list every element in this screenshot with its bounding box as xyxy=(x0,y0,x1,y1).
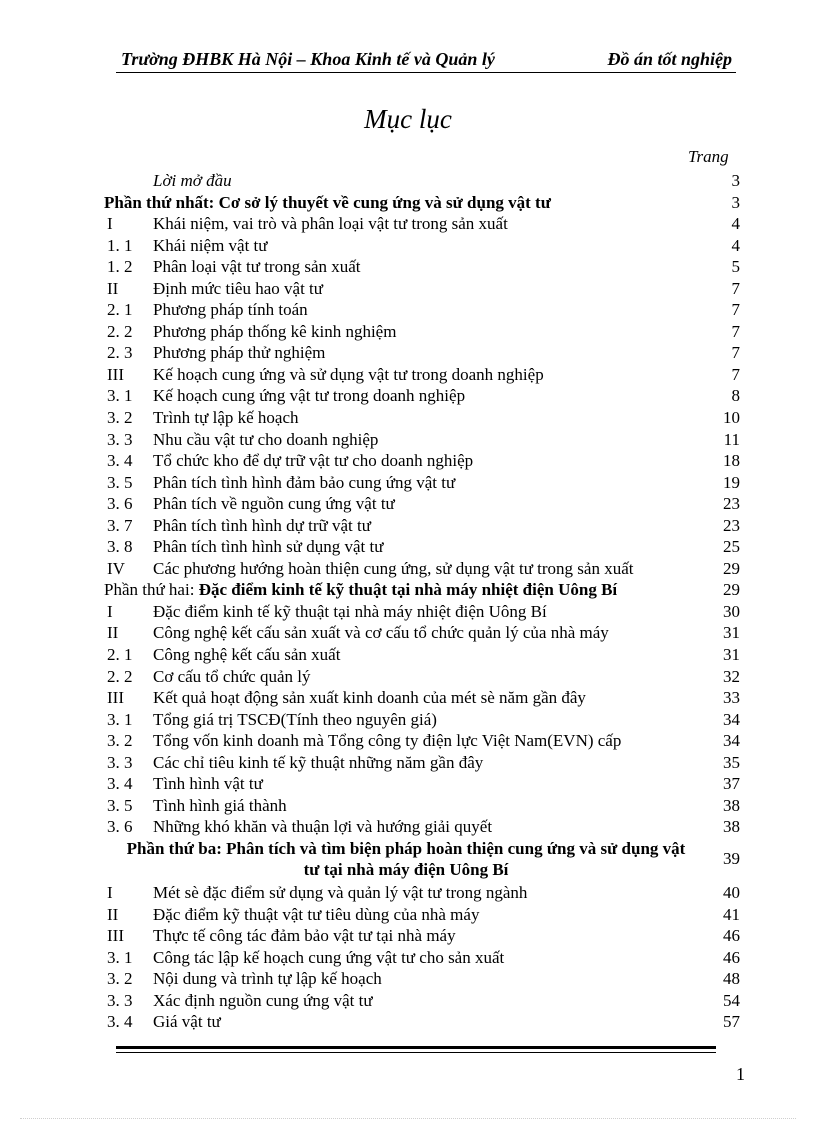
toc-entry-number: 3. 7 xyxy=(107,515,133,535)
toc-entry-title: Phân tích tình hình sử dụng vật tư xyxy=(153,537,384,557)
toc-entry xyxy=(104,450,740,472)
toc-entry-number: 3. 1 xyxy=(107,709,133,729)
toc-entry-page: 37 xyxy=(723,774,740,794)
toc-entry-title: Phân loại vật tư trong sản xuất xyxy=(153,257,361,277)
toc-entry xyxy=(104,601,740,623)
toc-entry-title: Công tác lập kế hoạch cung ứng vật tư cho sản xuất xyxy=(153,947,505,967)
toc-entry-page: 4 xyxy=(731,235,740,255)
toc-entry xyxy=(104,666,740,688)
toc-entry-title: Các phương hướng hoàn thiện cung ứng, sử dụng vật tư trong sản xuất xyxy=(153,558,634,578)
toc-entry xyxy=(104,364,740,386)
toc-entry xyxy=(104,579,740,601)
toc-entry-title: Nội dung và trình tự lập kế hoạch xyxy=(153,969,382,989)
toc-entry-title: Kế hoạch cung ứng vật tư trong doanh nghiệp xyxy=(153,386,466,406)
toc-entry-page: 11 xyxy=(723,429,740,449)
toc-entry xyxy=(104,321,740,343)
toc-entry xyxy=(104,709,740,731)
toc-entry xyxy=(104,990,740,1012)
toc-entry xyxy=(104,795,740,817)
toc-entry-title: Tình hình giá thành xyxy=(153,795,287,815)
toc-entry-title: Cơ cấu tổ chức quản lý xyxy=(153,666,311,686)
toc-entry xyxy=(104,515,740,537)
toc-entry-page: 48 xyxy=(723,969,740,989)
toc-entry-title: Tình hình vật tư xyxy=(153,774,263,794)
page-title: Mục lục xyxy=(364,104,452,134)
toc-entry-title: Xác định nguồn cung ứng vật tư xyxy=(153,990,373,1010)
toc-entry-page: 23 xyxy=(723,494,740,514)
toc-entry-page: 3 xyxy=(731,171,740,190)
toc-entry xyxy=(104,968,740,990)
toc-entry-page: 23 xyxy=(723,515,740,535)
toc-entry-page: 3 xyxy=(731,192,740,212)
page-edge xyxy=(20,1118,796,1119)
toc-entry-page: 7 xyxy=(731,343,740,363)
toc-entry xyxy=(104,752,740,774)
toc-entry-number: 3. 1 xyxy=(107,947,133,967)
page-column-label: Trang xyxy=(688,147,729,166)
toc-entry-page: 57 xyxy=(723,1012,740,1032)
toc-entry-page: 54 xyxy=(723,990,740,1010)
toc-entry-number: 3. 4 xyxy=(107,1012,133,1032)
toc-entry-number: 3. 4 xyxy=(107,774,133,794)
toc-entry-number: 1. 2 xyxy=(107,257,133,277)
toc-entry xyxy=(104,256,740,278)
toc-entry-title: Phân tích về nguồn cung ứng vật tư xyxy=(153,494,395,514)
footer-rule-thin xyxy=(116,1052,716,1053)
toc-entry-page: 7 xyxy=(731,364,740,384)
toc-entry xyxy=(104,882,740,904)
toc-entry xyxy=(104,342,740,364)
toc-entry xyxy=(104,429,740,451)
toc-entry xyxy=(104,947,740,969)
toc-entry-number: III xyxy=(107,926,124,946)
toc-entry-title: Thực tế công tác đảm bảo vật tư tại nhà máy xyxy=(153,926,456,946)
toc-entry-title: Phân tích tình hình đảm bảo cung ứng vật tư xyxy=(153,472,456,492)
toc-entry xyxy=(104,730,740,752)
toc-entry xyxy=(104,904,740,926)
toc-entry-number: II xyxy=(107,278,119,298)
toc-entry-title: Khái niệm, vai trò và phân loại vật tư trong sản xuất xyxy=(153,214,508,234)
toc-entry xyxy=(104,687,740,709)
toc-entry-title: Định mức tiêu hao vật tư xyxy=(153,278,323,298)
toc-entry-number: 2. 2 xyxy=(107,321,133,341)
page-number: 1 xyxy=(736,1064,745,1084)
toc-entry-title: Tổng giá trị TSCĐ(Tính theo nguyên giá) xyxy=(153,709,437,729)
toc-entry-title: Những khó khăn và thuận lợi và hướng giải quyết xyxy=(153,817,493,837)
toc-entry-page: 34 xyxy=(723,709,740,729)
toc-entry xyxy=(104,622,740,644)
toc-entry xyxy=(104,235,740,257)
toc-entry-page: 31 xyxy=(723,645,740,665)
toc-entry-page: 18 xyxy=(723,451,740,471)
toc-entry-title: Trình tự lập kế hoạch xyxy=(153,408,299,428)
footer-rule xyxy=(116,1046,716,1049)
toc-entry-title: Đặc điểm kinh tế kỹ thuật tại nhà máy nhiệt điện Uông Bí xyxy=(153,601,547,621)
toc-entry-page: 19 xyxy=(723,472,740,492)
toc-entry xyxy=(104,170,740,192)
toc-entry-page: 46 xyxy=(723,926,740,946)
toc-entry-title: Phần thứ ba: Phân tích và tìm biện pháp hoàn thiện cung ứng và sử dụng vật tư tại nhà máy điện Uông Bí xyxy=(126,838,686,879)
toc-entry-title: Khái niệm vật tư xyxy=(153,235,268,255)
header-school: Trường ĐHBK Hà Nội – Khoa Kinh tế và Quản lý xyxy=(121,49,495,69)
toc-entry-page: 40 xyxy=(723,882,740,902)
toc-entry xyxy=(104,838,740,882)
toc-entry-number: 3. 2 xyxy=(107,969,133,989)
toc-entry xyxy=(104,385,740,407)
toc-entry xyxy=(104,493,740,515)
toc-entry-title: Kết quả hoạt động sản xuất kinh doanh của mét sè năm gần đây xyxy=(153,688,586,708)
toc-entry-page: 38 xyxy=(723,795,740,815)
toc-entry-page: 35 xyxy=(723,752,740,772)
toc-entry-page: 29 xyxy=(723,558,740,578)
toc-entry xyxy=(104,472,740,494)
toc-part-prefix: Phần thứ hai: xyxy=(104,580,199,600)
toc-entry-number: I xyxy=(107,882,113,902)
toc-entry-number: III xyxy=(107,688,124,708)
toc-entry-number: III xyxy=(107,364,124,384)
toc-entry xyxy=(104,213,740,235)
toc-entry-title: Các chỉ tiêu kinh tế kỹ thuật những năm gần đây xyxy=(153,752,484,772)
toc-entry-number: 1. 1 xyxy=(107,235,133,255)
toc-entry-page: 38 xyxy=(723,817,740,837)
table-of-contents xyxy=(104,170,740,1033)
toc-entry xyxy=(104,816,740,838)
toc-entry-number: 2. 2 xyxy=(107,666,133,686)
toc-entry-number: 2. 1 xyxy=(107,300,133,320)
toc-entry-page: 34 xyxy=(723,731,740,751)
toc-entry-number: 3. 6 xyxy=(107,494,133,514)
toc-entry-page: 32 xyxy=(723,666,740,686)
toc-entry-title: Đặc điểm kỹ thuật vật tư tiêu dùng của nhà máy xyxy=(153,904,480,924)
toc-part-title: Đặc điểm kinh tế kỹ thuật tại nhà máy nhiệt điện Uông Bí xyxy=(198,580,618,600)
toc-entry-title: Tổ chức kho để dự trữ vật tư cho doanh nghiệp xyxy=(153,451,474,471)
toc-entry-number: IV xyxy=(107,558,125,578)
toc-entry-number: 3. 3 xyxy=(107,990,133,1010)
toc-entry-title xyxy=(104,579,617,601)
toc-entry-title: Phương pháp thống kê kinh nghiệm xyxy=(153,321,397,341)
toc-entry xyxy=(104,536,740,558)
toc-entry-page: 33 xyxy=(723,688,740,708)
toc-entry-number: I xyxy=(107,601,113,621)
toc-entry-number: II xyxy=(107,623,119,643)
toc-entry-page: 7 xyxy=(731,300,740,320)
toc-entry-number: 3. 6 xyxy=(107,817,133,837)
toc-entry-title: Kế hoạch cung ứng và sử dụng vật tư trong doanh nghiệp xyxy=(153,364,544,384)
toc-entry xyxy=(104,278,740,300)
toc-entry xyxy=(104,773,740,795)
toc-entry-title: Lời mở đầu xyxy=(153,171,232,190)
toc-entry-page: 25 xyxy=(723,537,740,557)
toc-entry-page: 29 xyxy=(723,580,740,600)
toc-entry-title: Mét sè đặc điểm sử dụng và quản lý vật tư trong ngành xyxy=(153,882,528,902)
toc-entry-page: 30 xyxy=(723,601,740,621)
toc-entry-number: 2. 1 xyxy=(107,645,133,665)
toc-entry-page: 10 xyxy=(723,408,740,428)
toc-entry-title: Công nghệ kết cấu sản xuất và cơ cấu tổ chức quản lý của nhà máy xyxy=(153,623,609,643)
toc-entry-number: 3. 5 xyxy=(107,472,133,492)
page-header xyxy=(116,46,736,72)
toc-entry-number: 3. 1 xyxy=(107,386,133,406)
toc-entry-number: 3. 4 xyxy=(107,451,133,471)
toc-entry-title: Phân tích tình hình dự trữ vật tư xyxy=(153,515,371,535)
toc-entry-page: 5 xyxy=(731,257,740,277)
toc-entry-title: Giá vật tư xyxy=(153,1012,221,1032)
toc-entry-page: 7 xyxy=(731,278,740,298)
toc-entry-number: 3. 3 xyxy=(107,429,133,449)
toc-entry-number: II xyxy=(107,904,119,924)
toc-entry-number: 2. 3 xyxy=(107,343,133,363)
toc-entry-title: Tổng vốn kinh doanh mà Tổng công ty điện lực Việt Nam(EVN) cấp xyxy=(153,731,622,751)
toc-entry-number: 3. 8 xyxy=(107,537,133,557)
toc-entry-page: 8 xyxy=(731,386,740,406)
toc-entry-page: 46 xyxy=(723,947,740,967)
toc-entry-title: Phương pháp thử nghiệm xyxy=(153,343,326,363)
toc-entry-title: Phần thứ nhất: Cơ sở lý thuyết về cung ứng và sử dụng vật tư xyxy=(104,192,551,212)
toc-entry-number: 3. 5 xyxy=(107,795,133,815)
toc-entry-number: 3. 3 xyxy=(107,752,133,772)
header-rule xyxy=(116,72,736,73)
toc-entry-page: 39 xyxy=(723,848,740,868)
toc-entry-page: 31 xyxy=(723,623,740,643)
toc-entry xyxy=(104,1011,740,1033)
toc-entry-page: 4 xyxy=(731,214,740,234)
toc-entry-number: 3. 2 xyxy=(107,731,133,751)
toc-entry-title: Công nghệ kết cấu sản xuất xyxy=(153,645,341,665)
toc-entry-page: 41 xyxy=(723,904,740,924)
toc-entry-title: Nhu cầu vật tư cho doanh nghiệp xyxy=(153,429,379,449)
toc-entry xyxy=(104,299,740,321)
header-doc-type: Đồ án tốt nghiệp xyxy=(607,49,732,69)
toc-entry-page: 7 xyxy=(731,321,740,341)
toc-entry xyxy=(104,925,740,947)
toc-entry xyxy=(104,644,740,666)
toc-entry xyxy=(104,558,740,580)
toc-entry-number: I xyxy=(107,214,113,234)
toc-entry xyxy=(104,192,740,214)
toc-entry xyxy=(104,407,740,429)
toc-entry-title: Phương pháp tính toán xyxy=(153,300,308,320)
toc-entry-number: 3. 2 xyxy=(107,408,133,428)
